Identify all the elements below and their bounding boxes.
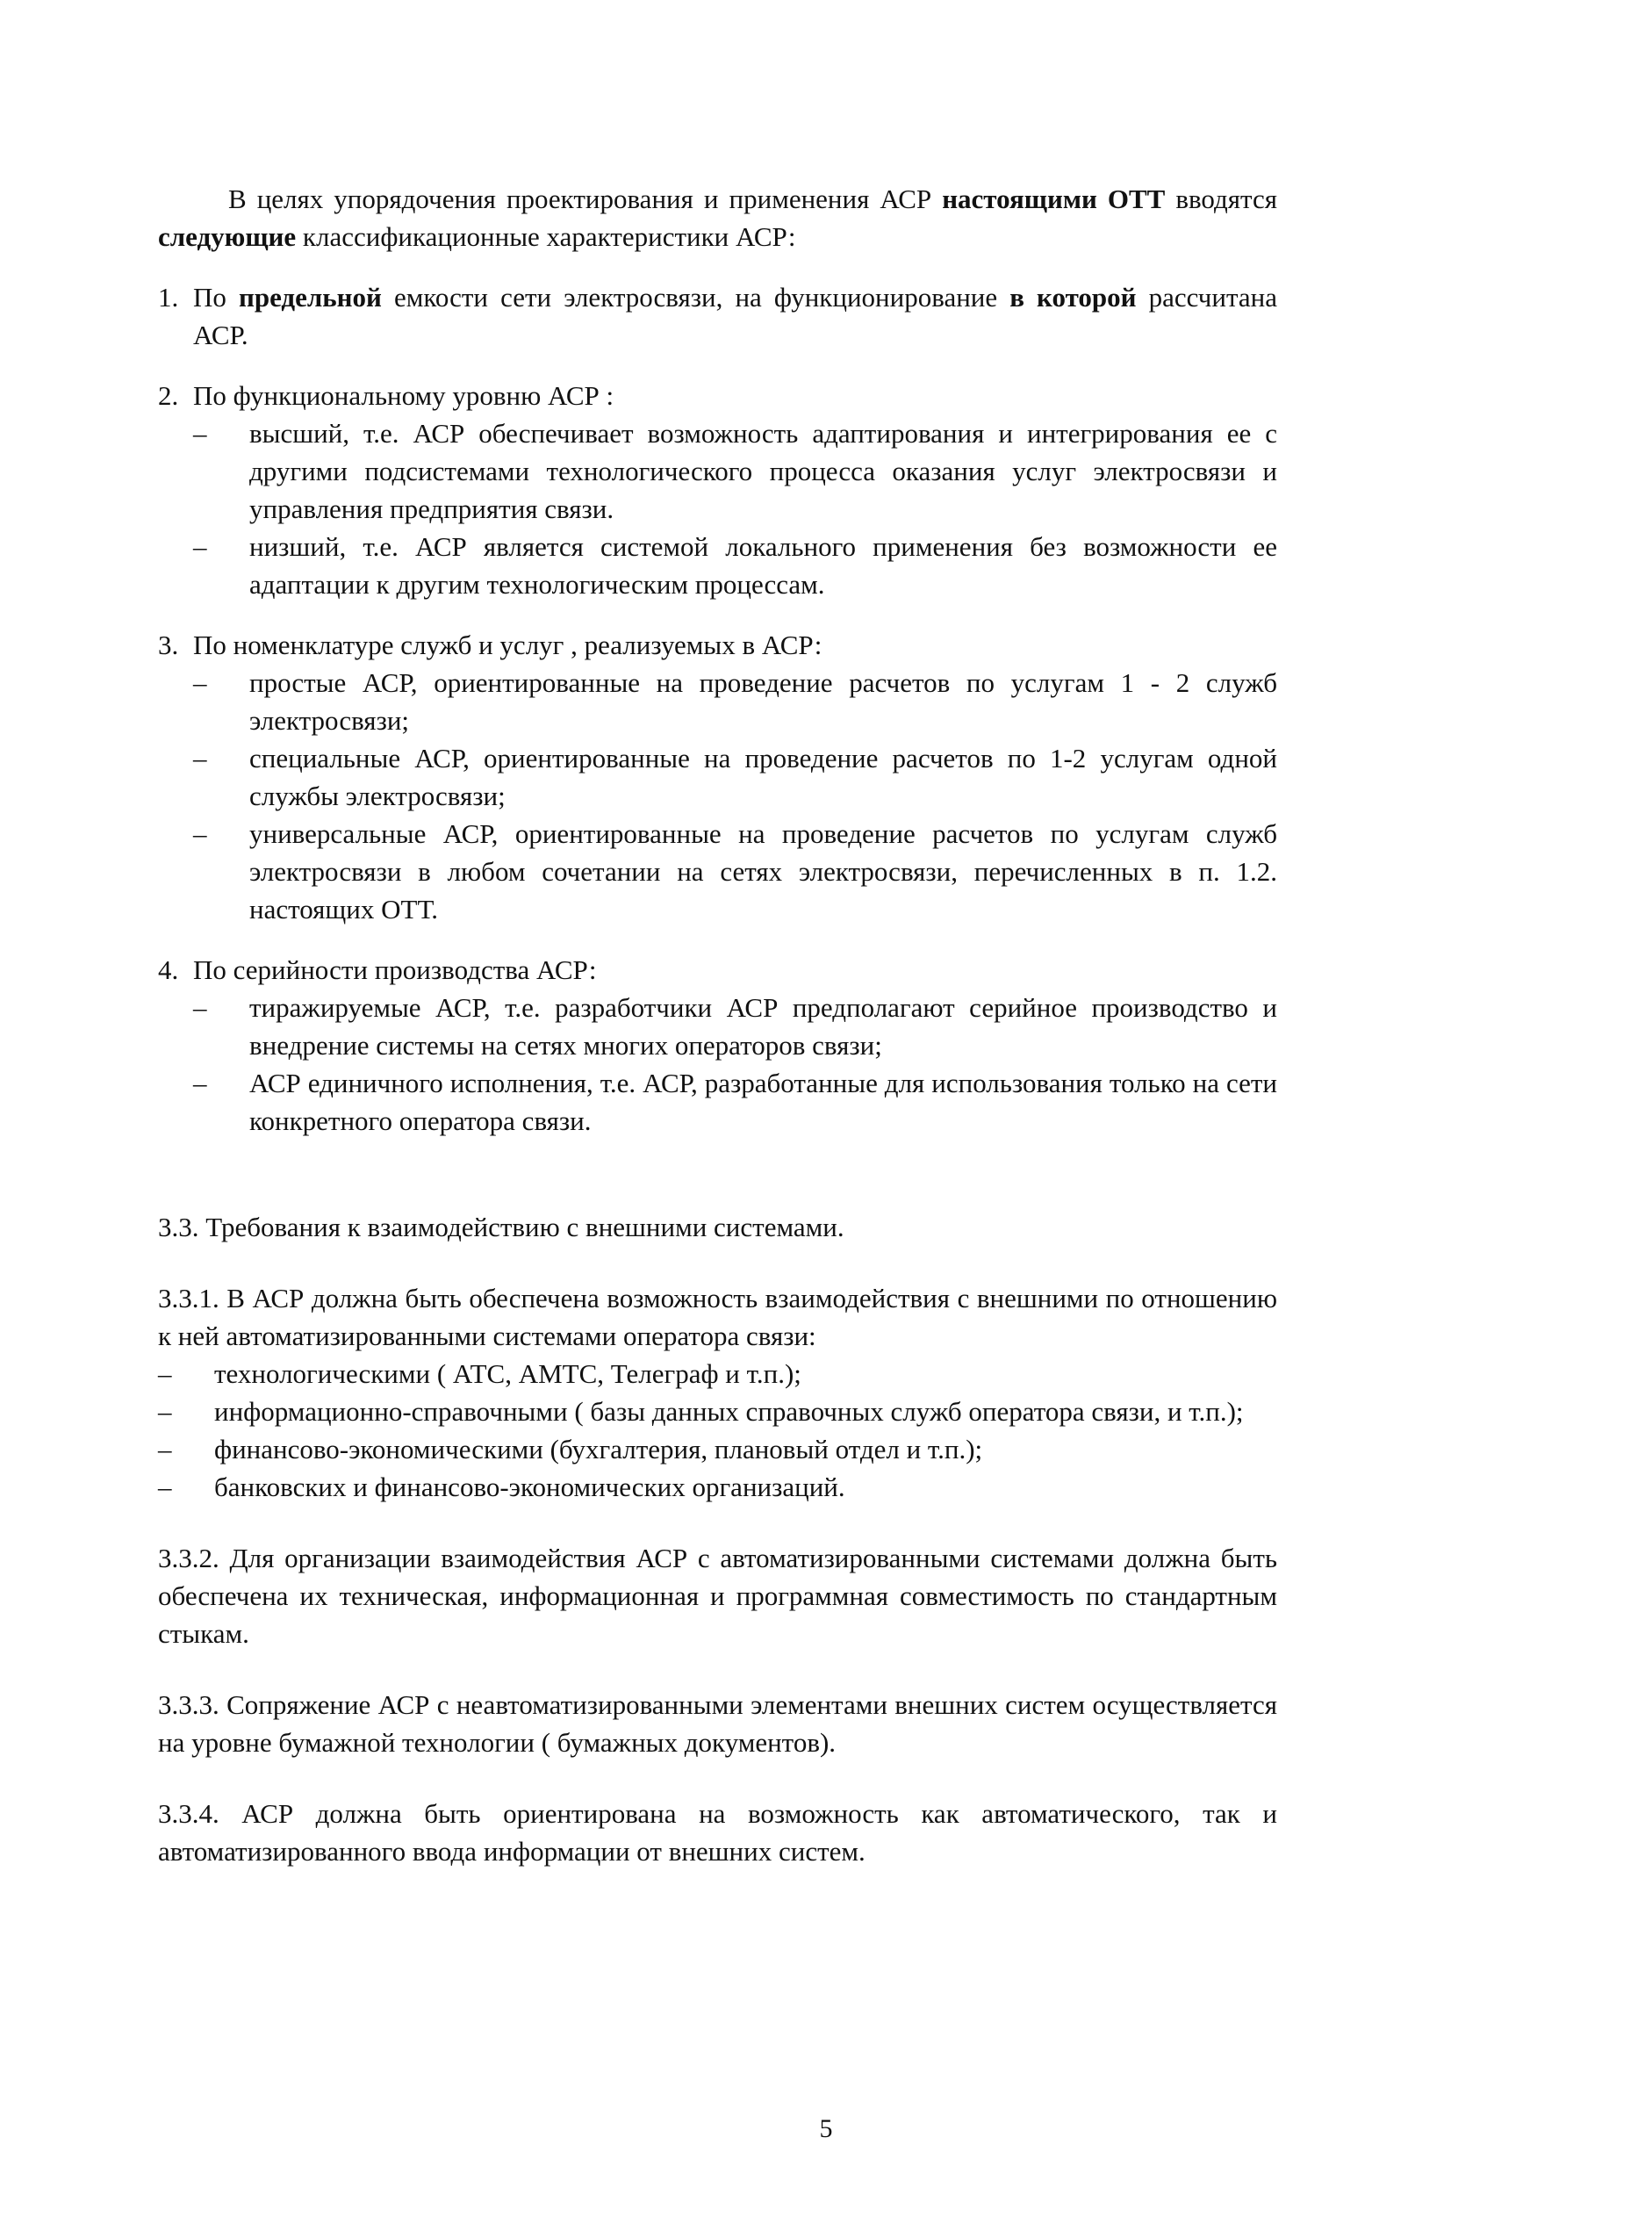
- list-number: 3.: [158, 630, 179, 660]
- sub-item: – высший, т.е. АСР обеспечивает возможность адаптирования и интегрирования ее с другими подсистемами технологического процесса оказания услуг электросвязи и управления предприятия связи.: [193, 418, 1277, 524]
- sub-item: – информационно-справочными ( базы данных справочных служб оператора связи, и т.п.);: [158, 1396, 1244, 1427]
- list-item-heading: По серийности производства АСР:: [193, 954, 597, 985]
- paragraph-3-3-2: 3.3.2. Для организации взаимодействия АСР с автоматизированными системами должна быть обеспечена их техническая, информационная и программная совместимость по стандартным стыкам.: [158, 1543, 1277, 1649]
- sub-list-4: [158, 989, 1277, 1140]
- paragraph-3-3-3: 3.3.3. Сопряжение АСР с неавтоматизированными элементами внешних систем осуществляется на уровне бумажной технологии ( бумажных документов).: [158, 1689, 1277, 1758]
- intro-text-2: вводятся: [1165, 184, 1277, 214]
- list-number: 4.: [158, 954, 179, 985]
- list-item-3: [158, 626, 1277, 664]
- sub-item: – простые АСР, ориентированные на проведение расчетов по услугам 1 - 2 служб электросвязи;: [193, 667, 1277, 736]
- intro-paragraph: [158, 180, 1277, 255]
- intro-text-1: В целях упорядочения проектирования и применения АСР: [228, 184, 943, 214]
- sub-item: – технологическими ( АТС, АМТС, Телеграф и т.п.);: [158, 1358, 801, 1389]
- sub-list-2: [158, 414, 1277, 603]
- sub-item: – специальные АСР, ориентированные на проведение расчетов по 1-2 услугам одной службы электросвязи;: [193, 743, 1277, 811]
- list-item-heading: По функциональному уровню АСР :: [193, 380, 614, 411]
- paragraph-3-3-1: 3.3.1. В АСР должна быть обеспечена возможность взаимодействия с внешними по отношению к ней автоматизированными системами оператора связи:: [158, 1283, 1277, 1351]
- sub-item: – низший, т.е. АСР является системой локального применения без возможности ее адаптации к другим технологическим процессам.: [193, 531, 1277, 600]
- paragraph-3-3-4: 3.3.4. АСР должна быть ориентирована на возможность как автоматического, так и автоматизированного ввода информации от внешних систем.: [158, 1798, 1277, 1867]
- sub-item: – универсальные АСР, ориентированные на проведение расчетов по услугам служб электросвязи в любом сочетании на сетях электросвязи, перечисленных в п. 1.2. настоящих ОТТ.: [193, 818, 1277, 925]
- list-item-1: [158, 278, 1277, 354]
- sub-list-3: [158, 664, 1277, 928]
- sub-item: – финансово-экономическими (бухгалтерия, плановый отдел и т.п.);: [158, 1434, 983, 1465]
- sub-list-3-3-1: [158, 1355, 1277, 1506]
- list-item-2: [158, 377, 1277, 414]
- section-3-3-title: 3.3. Требования к взаимодействию с внешними системами.: [158, 1212, 844, 1242]
- intro-bold-2: следующие: [158, 221, 297, 252]
- intro-bold-1: настоящими ОТТ: [942, 184, 1166, 214]
- sub-item: – АСР единичного исполнения, т.е. АСР, разработанные для использования только на сети конкретного оператора связи.: [193, 1068, 1277, 1136]
- list-number: 1.: [158, 282, 179, 313]
- sub-item: – тиражируемые АСР, т.е. разработчики АСР предполагают серийное производство и внедрение системы на сетях многих операторов связи;: [193, 992, 1277, 1061]
- page-number: 5: [819, 2114, 833, 2143]
- list-item-4: [158, 951, 1277, 989]
- list-item-text: По предельной емкости сети электросвязи, на функционирование в которой рассчитана АСР.: [193, 282, 1277, 350]
- intro-text-3: классификационные характеристики АСР:: [296, 221, 796, 252]
- list-number: 2.: [158, 380, 179, 411]
- document-page: [158, 180, 1277, 1870]
- sub-item: – банковских и финансово-экономических организаций.: [158, 1472, 845, 1502]
- list-item-heading: По номенклатуре служб и услуг , реализуемых в АСР:: [193, 630, 822, 660]
